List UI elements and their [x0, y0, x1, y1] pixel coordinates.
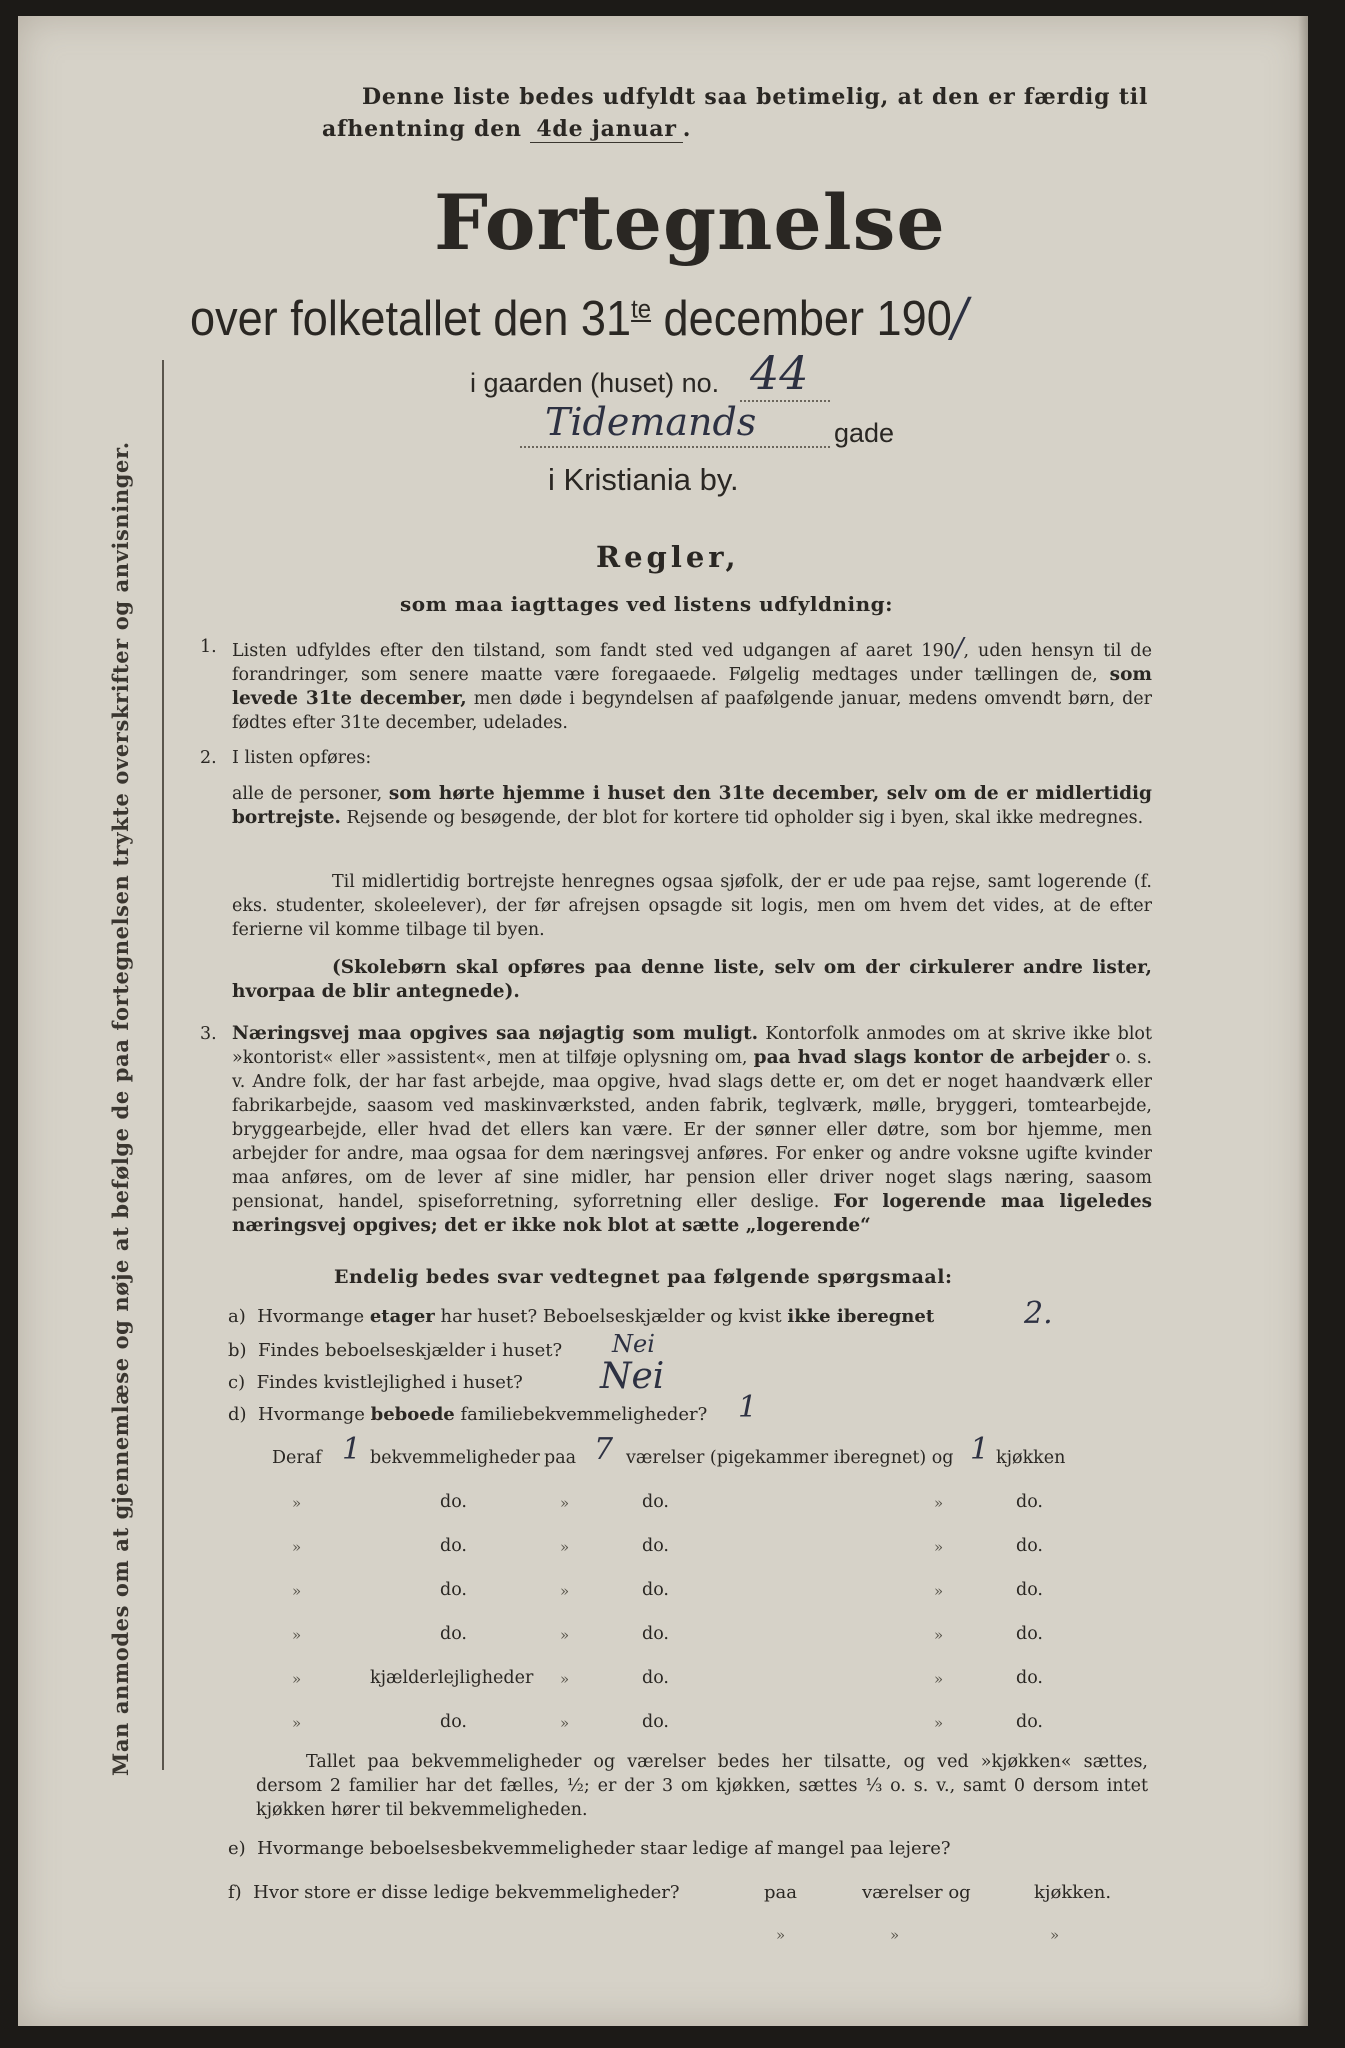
- side-rule: [162, 360, 164, 1770]
- f-mark-3: »: [1050, 1926, 1060, 1944]
- rule-3-a: Kontorfolk anmodes om at skrive ikke blot »kontorist« eller »assistent«, men at tilføje oplysning om,: [232, 1024, 1152, 1068]
- question-a-bold-2: ikke iberegnet: [787, 1306, 935, 1327]
- do-row-5-col-2: do.: [642, 1668, 669, 1688]
- rule-3-number: 3.: [200, 1024, 217, 1044]
- city-line: i Kristiania by.: [548, 462, 739, 497]
- question-b: [228, 1340, 562, 1361]
- subtitle-suffix: december 190: [651, 292, 952, 346]
- question-f-vaer: værelser og: [862, 1882, 971, 1903]
- deraf-vaer: værelser (pigekammer iberegnet) og: [626, 1448, 954, 1468]
- question-d-label: d): [228, 1404, 247, 1425]
- do-row-2-col-2: do.: [642, 1536, 669, 1556]
- do-row-2-mark-2: »: [560, 1538, 570, 1556]
- gaard-number: 44: [750, 346, 809, 400]
- f-mark-1: »: [776, 1926, 786, 1944]
- do-row-3-mark-2: »: [560, 1582, 570, 1600]
- do-row-2-col-3: do.: [1016, 1536, 1043, 1556]
- side-instruction: Man anmodes om at gjennemlæse og nøje at befølge de paa fortegnelsen trykte overskrifter og anvisninger.: [108, 441, 133, 1776]
- street-dotline: [520, 446, 830, 448]
- do-row-5-mark-1: »: [292, 1670, 302, 1688]
- do-row-6-col-1: do.: [440, 1712, 467, 1732]
- answer-b: Nei: [612, 1330, 655, 1358]
- do-row-4-col-2: do.: [642, 1624, 669, 1644]
- kitchen-note: Tallet paa bekvemmeligheder og værelser bedes her tilsatte, og ved »kjøkken« sættes, dersom 2 familier har det fælles, ½; er der 3 om kjøkken, sættes ⅓ o. s. v., samt 0 dersom intet kjøkken hører til bekvemmeligheden.: [256, 1752, 1148, 1820]
- street-name: Tidemands: [545, 400, 757, 444]
- answer-a: 2.: [1024, 1296, 1053, 1331]
- question-a-bold: etager: [369, 1306, 435, 1327]
- do-row-6-mark-2: »: [560, 1714, 570, 1732]
- do-row-4-mark-3: »: [934, 1626, 944, 1644]
- pickup-date: 4de januar: [530, 116, 682, 143]
- question-c-text: Findes kvistlejlighed i huset?: [256, 1372, 523, 1393]
- answer-d: 1: [738, 1390, 758, 1425]
- deraf-label: Deraf: [272, 1448, 322, 1468]
- question-f-paa: paa: [764, 1882, 797, 1903]
- rule-1-c: men døde i begyndelsen af paafølgende januar, medens omvendt børn, der fødtes efter 31te december, udelades.: [232, 689, 1152, 733]
- do-row-1-col-3: do.: [1016, 1492, 1043, 1512]
- rules-subheading: som maa iagttages ved listens udfyldning:: [400, 592, 894, 616]
- rule-2-bold: som hørte hjemme i huset den 31te december, selv om de er midlertidig bortrejste.: [232, 783, 1152, 828]
- do-row-1-mark-3: »: [934, 1494, 944, 1512]
- rule-2-p2: Til midlertidig bortrejste henregnes ogsaa sjøfolk, der er ude paa rejse, samt logerende (f. eks. studenter, skoleelever), der før afrejsen opsagde sit logis, men om hvem det vides, at de efter ferierne vil komme tilbage til byen.: [232, 872, 1152, 940]
- question-e-label: e): [228, 1838, 246, 1859]
- question-b-label: b): [228, 1340, 247, 1361]
- rule-1-number: 1.: [200, 637, 217, 657]
- do-row-5-mark-3: »: [934, 1670, 944, 1688]
- do-row-6-col-2: do.: [642, 1712, 669, 1732]
- do-row-5-mark-2: »: [560, 1670, 570, 1688]
- do-row-4-col-3: do.: [1016, 1624, 1043, 1644]
- year-handwritten: /: [951, 288, 968, 348]
- rule-3-b: o. s. v. Andre folk, der har fast arbejde, maa opgive, hvad slags dette er, om det er noget haandværk eller fabrikarbejde, saasom ved maskinværksted, anden fabrik, teglværk, mølle, bryggeri, tomtearbejde, bryggearbejde, eller hvad det ellers kan være. Er der sønner eller døtre, som bor hjemme, men arbejder for andre, maa ogsaa for dem næringsvej anføres. For enker og andre voksne ugifte kvinder maa anføres, om de lever af sine midler, har pension eller driver noget slags næring, saasom pensionat, handel, spiseforretning, syforretning eller deslige.: [232, 1048, 1152, 1212]
- deraf-rooms: 7: [594, 1432, 614, 1467]
- do-row-1-mark-1: »: [292, 1494, 302, 1512]
- deraf-kitchens: 1: [970, 1432, 990, 1467]
- do-row-1-col-2: do.: [642, 1492, 669, 1512]
- deraf-count: 1: [342, 1432, 362, 1467]
- rule-2-b: Rejsende og besøgende, der blot for kortere tid opholder sig i byen, skal ikke medregnes.: [340, 808, 1144, 828]
- question-b-text: Findes beboelseskjælder i huset?: [258, 1340, 563, 1361]
- rule-2-p3: (Skolebørn skal opføres paa denne liste, selv om der cirkulerer andre lister, hvorpaa de blir antegnede).: [232, 957, 1152, 1002]
- question-a-label: a): [228, 1306, 246, 1327]
- question-a-t1: Hvormange: [257, 1306, 370, 1327]
- do-row-6-col-3: do.: [1016, 1712, 1043, 1732]
- do-row-3-col-1: do.: [440, 1580, 467, 1600]
- question-a: [228, 1306, 934, 1327]
- question-a-t2: har huset? Beboelseskjælder og kvist: [434, 1306, 788, 1327]
- questions-heading: Endelig bedes svar vedtegnet paa følgende spørgsmaal:: [334, 1266, 953, 1288]
- question-c: [228, 1372, 523, 1393]
- rule-1-b: , uden hensyn til de forandringer, som senere maatte være foregaaede. Følgelig medtages under tællingen de,: [232, 641, 1152, 685]
- intro-line-1: Denne liste bedes udfyldt saa betimelig, at den er færdig til: [362, 84, 1149, 110]
- do-row-5-col-1: kjælderlejligheder: [370, 1668, 534, 1688]
- subtitle-prefix: over folketallet den 31: [190, 292, 632, 346]
- rule-3-bold-1: Næringsvej maa opgives saa nøjagtig som muligt.: [232, 1023, 759, 1044]
- do-row-4-mark-1: »: [292, 1626, 302, 1644]
- rule-3-bold-3: For logerende maa ligeledes næringsvej opgives; det er ikke nok blot at sætte „logerende“: [232, 1191, 1153, 1236]
- question-d-bold: beboede: [370, 1404, 455, 1425]
- answer-c: Nei: [600, 1356, 665, 1397]
- deraf-bek: bekvemmeligheder: [370, 1448, 540, 1468]
- do-row-3-col-3: do.: [1016, 1580, 1043, 1600]
- do-row-1-mark-2: »: [560, 1494, 570, 1512]
- deraf-kj: kjøkken: [996, 1448, 1066, 1468]
- do-row-2-mark-3: »: [934, 1538, 944, 1556]
- deraf-paa: paa: [544, 1448, 577, 1468]
- do-row-4-col-1: do.: [440, 1624, 467, 1644]
- do-row-6-mark-3: »: [934, 1714, 944, 1732]
- rule-2-number: 2.: [200, 748, 217, 768]
- do-row-3-col-2: do.: [642, 1580, 669, 1600]
- rule-1-bold: som levede 31te december,: [232, 664, 1152, 709]
- rule-1-a: Listen udfyldes efter den tilstand, som fandt sted ved udgangen af aaret 190: [232, 641, 955, 661]
- rule-2-head: I listen opføres:: [232, 748, 372, 768]
- rule-2-text: [232, 782, 1152, 830]
- do-row-2-col-1: do.: [440, 1536, 467, 1556]
- do-row-6-mark-1: »: [292, 1714, 302, 1732]
- do-row-5-col-3: do.: [1016, 1668, 1043, 1688]
- question-c-label: c): [228, 1372, 246, 1393]
- question-d-t1: Hvormange: [258, 1404, 371, 1425]
- gaard-label: i gaarden (huset) no.: [470, 368, 720, 398]
- do-row-2-mark-1: »: [292, 1538, 302, 1556]
- rule-3-bold-2: paa hvad slags kontor de arbejder: [753, 1047, 1110, 1068]
- question-e-text: Hvormange beboelsesbekvemmeligheder staar ledige af mangel paa lejere?: [257, 1838, 951, 1859]
- intro-line-2-prefix: afhentning den: [322, 116, 522, 142]
- do-row-3-mark-3: »: [934, 1582, 944, 1600]
- do-row-1-col-1: do.: [440, 1492, 467, 1512]
- rules-heading: Regler,: [596, 540, 740, 574]
- gade-label: gade: [834, 418, 895, 448]
- question-e: [228, 1838, 951, 1859]
- rule-3-text: [232, 1022, 1152, 1238]
- question-f-text: Hvor store er disse ledige bekvemmeligheder?: [253, 1882, 680, 1903]
- subtitle: [190, 288, 968, 348]
- subtitle-sup: te: [631, 293, 652, 324]
- question-d-t2: familiebekvemmeligheder?: [454, 1404, 708, 1425]
- rule-1-year: /: [954, 633, 964, 663]
- question-f: [228, 1882, 680, 1903]
- question-d: [228, 1404, 707, 1425]
- intro-line-2: [322, 116, 691, 142]
- rule-2-a: alle de personer,: [232, 784, 389, 804]
- rule-1-text: [232, 633, 1152, 735]
- question-f-kj: kjøkken.: [1034, 1882, 1112, 1903]
- intro-line-2-suffix: .: [682, 116, 692, 142]
- f-mark-2: »: [890, 1926, 900, 1944]
- page-title: Fortegnelse: [434, 178, 946, 267]
- do-row-3-mark-1: »: [292, 1582, 302, 1600]
- do-row-4-mark-2: »: [560, 1626, 570, 1644]
- question-f-label: f): [228, 1882, 242, 1903]
